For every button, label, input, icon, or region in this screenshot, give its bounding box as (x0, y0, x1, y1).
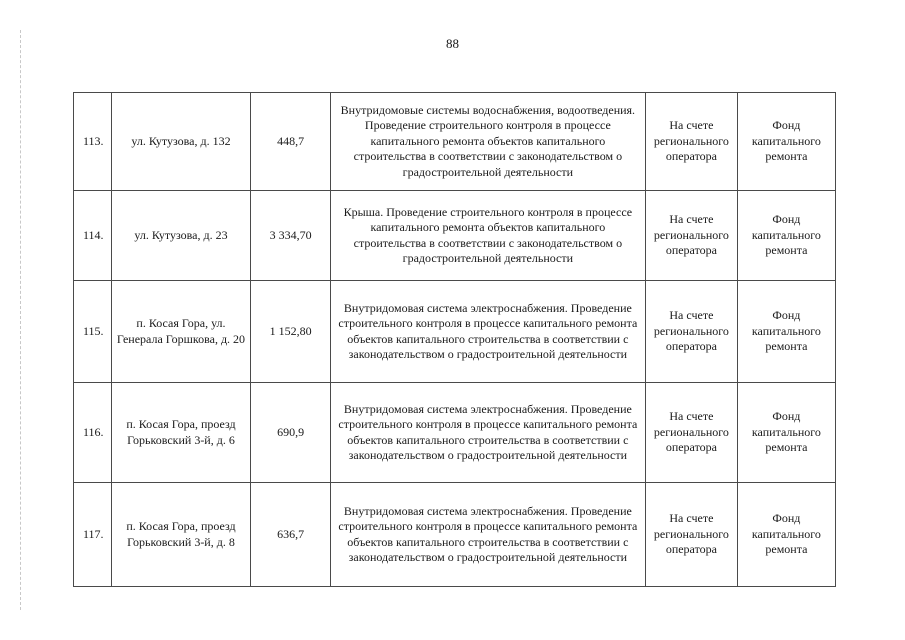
page-number: 88 (446, 36, 459, 51)
funding-source-cell: Фонд капитального ремонта (737, 281, 835, 383)
method-cell: На счете регионального оператора (645, 483, 737, 587)
work-description-cell: Внутридомовые системы водоснабжения, водоотведения. Проведение строительного контроля в процессе капитального ремонта объектов капитального строительства в соответствии с законодательством о градостроительной деятельности (330, 93, 645, 191)
funding-source-cell: Фонд капитального ремонта (737, 483, 835, 587)
address-cell: п. Косая Гора, проезд Горьковский 3-й, д. 8 (111, 483, 251, 587)
repair-table (73, 92, 836, 587)
table-row (74, 191, 836, 281)
table-row (74, 93, 836, 191)
area-cell: 3 334,70 (251, 191, 330, 281)
row-number: 116. (74, 383, 112, 483)
row-number: 117. (74, 483, 112, 587)
margin-scan-marks (20, 30, 22, 610)
address-cell: п. Косая Гора, проезд Горьковский 3-й, д. 6 (111, 383, 251, 483)
method-cell: На счете регионального оператора (645, 93, 737, 191)
work-description-cell: Крыша. Проведение строительного контроля в процессе капитального ремонта объектов капитального строительства в соответствии с законодательством о градостроительной деятельности (330, 191, 645, 281)
method-cell: На счете регионального оператора (645, 191, 737, 281)
area-cell: 690,9 (251, 383, 330, 483)
work-description-cell: Внутридомовая система электроснабжения. Проведение строительного контроля в процессе капитального ремонта объектов капитального строительства в соответствии с законодательством о градостроительной деятельности (330, 483, 645, 587)
address-cell: ул. Кутузова, д. 132 (111, 93, 251, 191)
row-number: 114. (74, 191, 112, 281)
row-number: 115. (74, 281, 112, 383)
table-row (74, 383, 836, 483)
method-cell: На счете регионального оператора (645, 281, 737, 383)
table-row (74, 281, 836, 383)
work-description-cell: Внутридомовая система электроснабжения. Проведение строительного контроля в процессе капитального ремонта объектов капитального строительства в соответствии с законодательством о градостроительной деятельности (330, 383, 645, 483)
funding-source-cell: Фонд капитального ремонта (737, 93, 835, 191)
work-description-cell: Внутридомовая система электроснабжения. Проведение строительного контроля в процессе капитального ремонта объектов капитального строительства в соответствии с законодательством о градостроительной деятельности (330, 281, 645, 383)
funding-source-cell: Фонд капитального ремонта (737, 191, 835, 281)
area-cell: 636,7 (251, 483, 330, 587)
address-cell: п. Косая Гора, ул. Генерала Горшкова, д. 20 (111, 281, 251, 383)
address-cell: ул. Кутузова, д. 23 (111, 191, 251, 281)
table-row (74, 483, 836, 587)
area-cell: 1 152,80 (251, 281, 330, 383)
row-number: 113. (74, 93, 112, 191)
area-cell: 448,7 (251, 93, 330, 191)
method-cell: На счете регионального оператора (645, 383, 737, 483)
funding-source-cell: Фонд капитального ремонта (737, 383, 835, 483)
